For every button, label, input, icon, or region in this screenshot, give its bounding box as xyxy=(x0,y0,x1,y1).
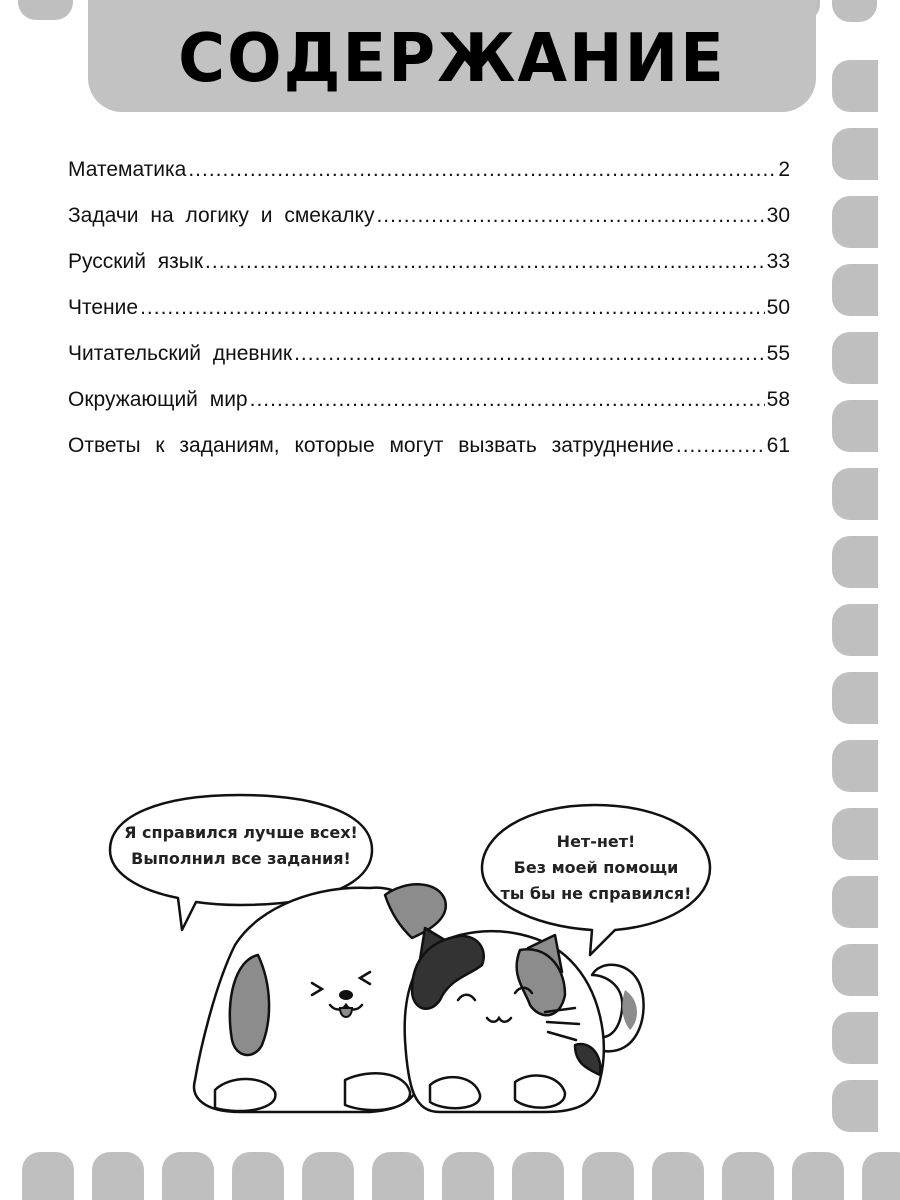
dog-speech-line-2: Выполнил все задания! xyxy=(131,849,351,868)
dog-paw-right xyxy=(345,1073,410,1110)
cat-speech-line-3: ты бы не справился! xyxy=(500,884,692,903)
toc-page-number: 30 xyxy=(766,204,790,227)
dog-paw-left xyxy=(215,1079,275,1111)
toc-page-number: 33 xyxy=(766,250,790,273)
toc-label: Чтение xyxy=(68,296,139,319)
toc-page-number: 50 xyxy=(766,296,790,319)
toc-label: Математика xyxy=(68,158,187,181)
dog-tongue xyxy=(340,1008,352,1017)
dog-speech-text xyxy=(110,820,372,872)
toc-label: Задачи на логику и смекалку xyxy=(68,204,375,227)
toc-label: Ответы к заданиям, которые могут вызвать затруднение xyxy=(68,434,674,457)
cat-speech-line-1: Нет-нет! xyxy=(556,832,636,851)
toc-label: Читательский дневник xyxy=(68,342,293,365)
toc-label: Русский язык xyxy=(68,250,204,273)
toc-page-number: 58 xyxy=(766,388,790,411)
page-title: СОДЕРЖАНИЕ xyxy=(178,20,726,98)
toc-label: Окружающий мир xyxy=(68,388,248,411)
cat-speech-line-2: Без моей помощи xyxy=(513,858,679,877)
toc-page-number: 2 xyxy=(778,158,790,181)
cat-speech-text xyxy=(482,829,710,907)
toc-page-number: 55 xyxy=(766,342,790,365)
dog-speech-line-1: Я справился лучше всех! xyxy=(124,823,358,842)
dog-nose xyxy=(339,990,353,1000)
cat-paw-right xyxy=(515,1075,565,1107)
toc-page-number: 61 xyxy=(766,434,790,457)
